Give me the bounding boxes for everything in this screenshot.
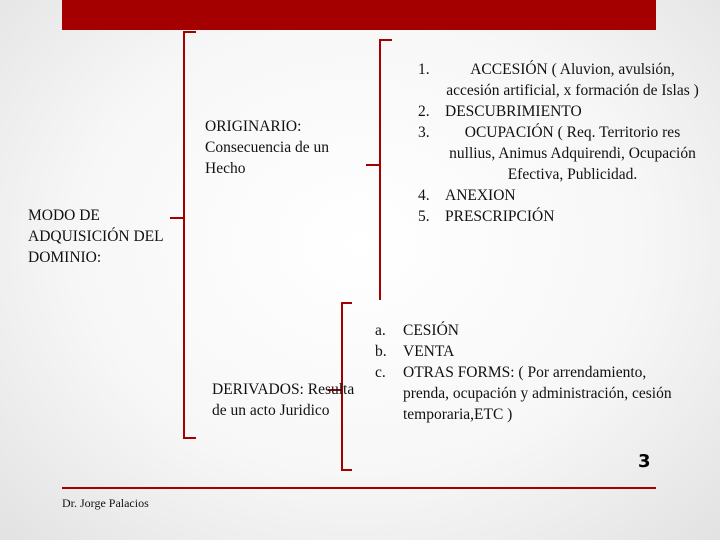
item-number: 1. — [418, 61, 430, 78]
originario-label: ORIGINARIO: Consecuencia de un Hecho — [205, 118, 329, 177]
main-bracket — [170, 32, 196, 438]
item-text: OTRAS FORMS: ( Por arrendamiento, prenda, ocupación y administración, cesión temporaria,ETC ) — [403, 364, 672, 423]
item-text: OCUPACIÓN ( Req. Territorio res nullius, Animus Adquirendi, Ocupación Efectiva, Publicidad. — [449, 124, 696, 183]
list-item — [373, 341, 673, 362]
item-number: 4. — [418, 187, 430, 204]
list-item — [373, 320, 673, 341]
item-text: CESIÓN — [403, 322, 459, 339]
item-number: 2. — [418, 103, 430, 120]
main-label: MODO DE ADQUISICIÓN DEL DOMINIO: — [28, 207, 164, 266]
list-item — [400, 122, 700, 185]
item-number: 5. — [418, 208, 430, 225]
item-number: a. — [375, 322, 386, 339]
item-number: c. — [375, 364, 386, 381]
list-item — [400, 206, 700, 227]
originario-list — [400, 59, 700, 227]
list-item — [400, 101, 700, 122]
item-number: b. — [375, 343, 387, 360]
item-text: DESCUBRIMIENTO — [445, 103, 582, 120]
list-item — [400, 59, 700, 101]
item-number: 3. — [418, 124, 430, 141]
list-item — [373, 362, 673, 425]
item-text: ACCESIÓN ( Aluvion, avulsión, accesión artificial, x formación de Islas ) — [446, 61, 699, 99]
page-number: 3 — [638, 451, 651, 472]
author-footer: Dr. Jorge Palacios — [62, 496, 149, 510]
derivados-label: DERIVADOS: Resulta de un acto Juridico — [212, 381, 355, 419]
item-text: ANEXION — [445, 187, 516, 204]
derivados-list — [373, 320, 673, 425]
footer-rule — [62, 487, 656, 489]
item-text: VENTA — [403, 343, 455, 360]
item-text: PRESCRIPCIÓN — [445, 208, 555, 225]
originario-bracket — [366, 40, 392, 300]
list-item — [400, 185, 700, 206]
